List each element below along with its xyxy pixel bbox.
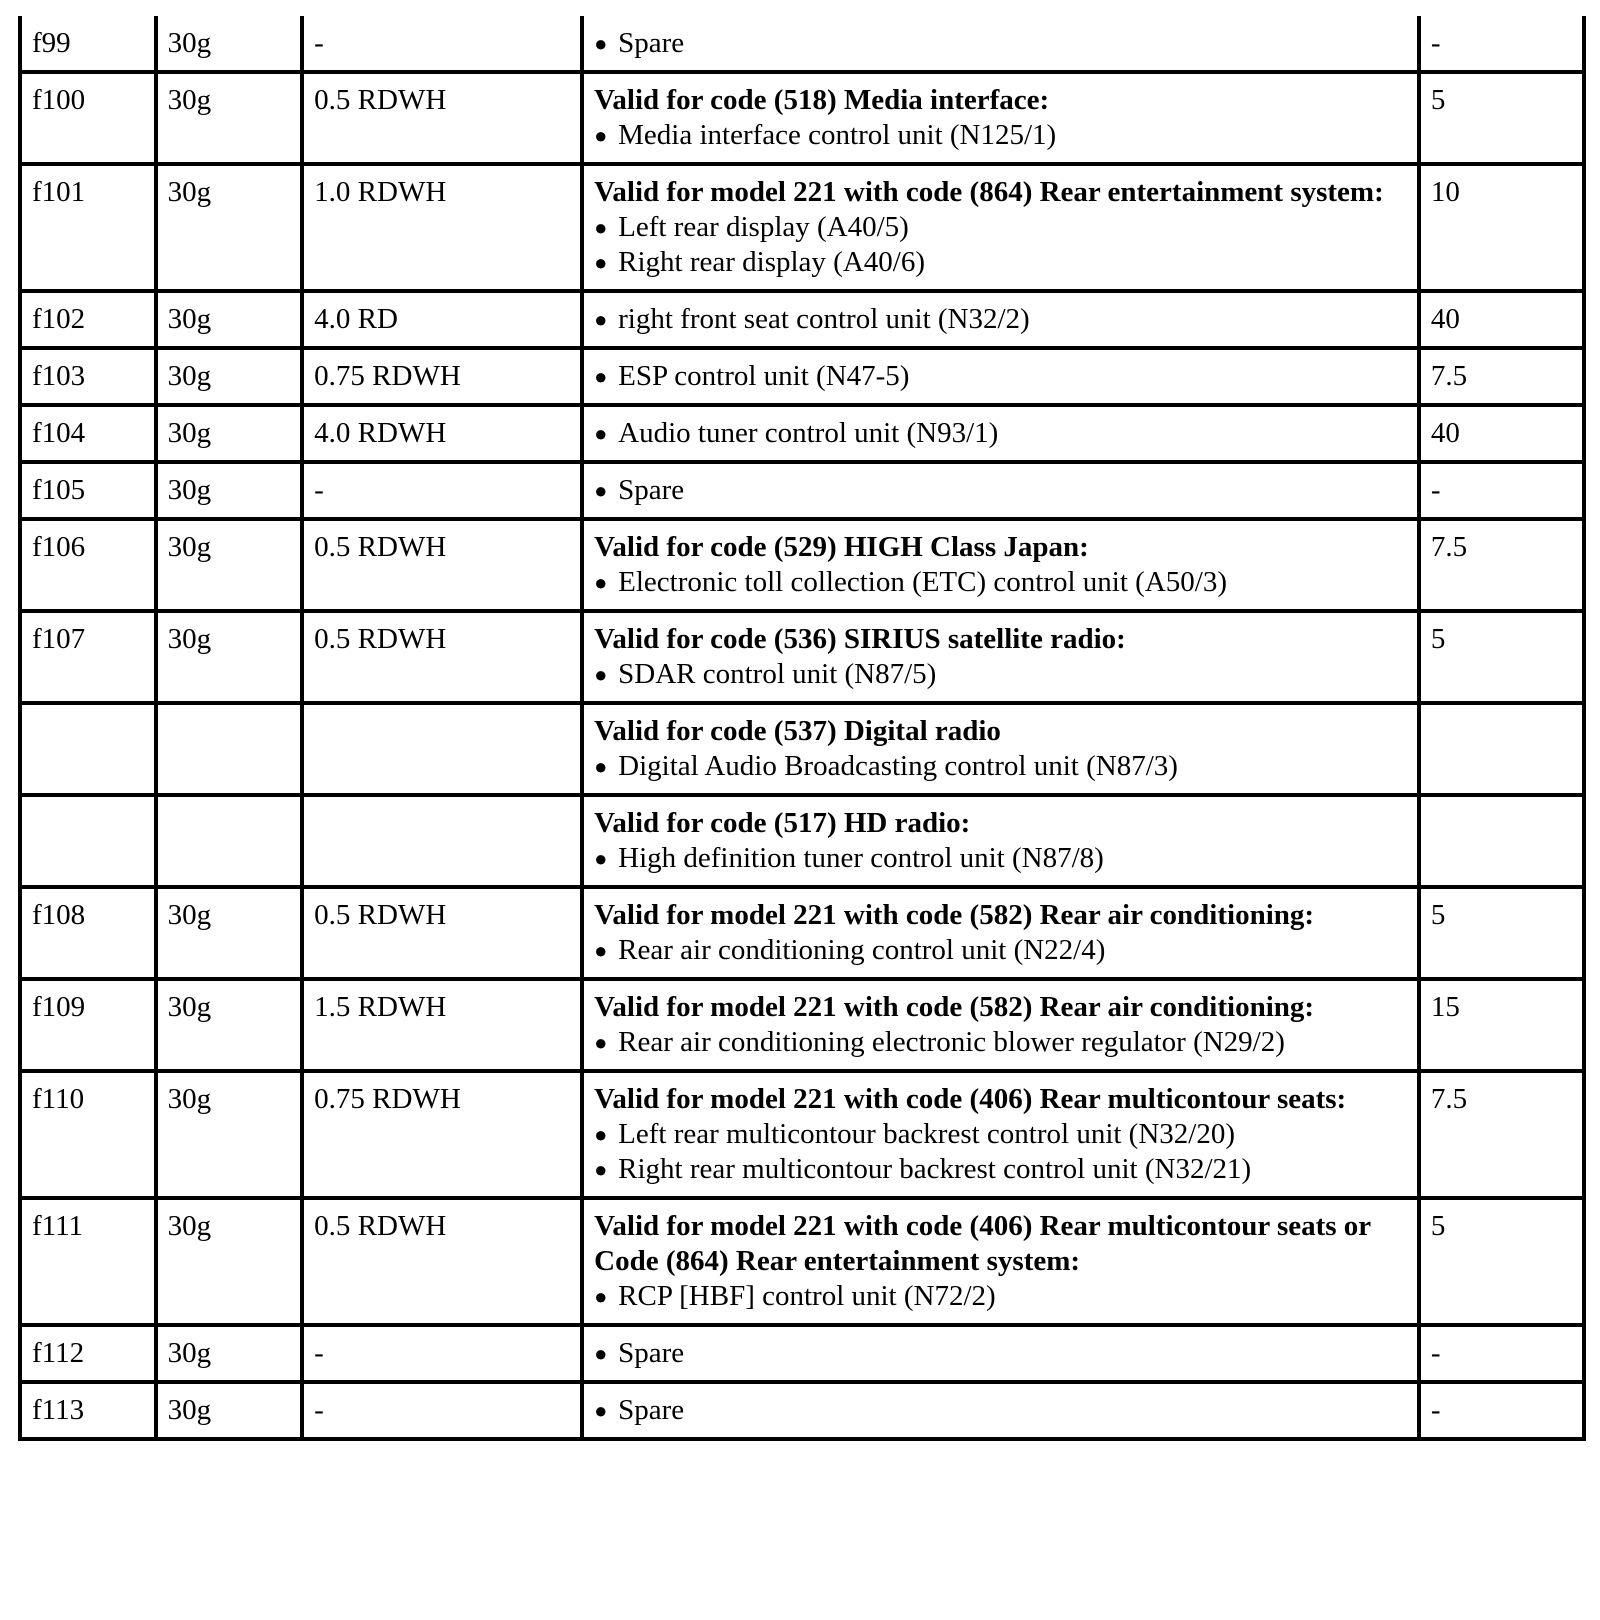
- table-row: [20, 462, 1584, 519]
- terminal-cell: 30g: [156, 1071, 303, 1198]
- amperage-cell: 5: [1419, 1198, 1584, 1325]
- amperage-cell: 40: [1419, 291, 1584, 348]
- table-row: [20, 405, 1584, 462]
- terminal-cell: 30g: [156, 979, 303, 1071]
- table-row: [20, 795, 1584, 887]
- terminal-cell: 30g: [156, 462, 303, 519]
- bullet-icon: ●: [594, 1398, 608, 1423]
- table-row: [20, 1071, 1584, 1198]
- consumer-item-text: High definition tuner control unit (N87/8): [618, 842, 1104, 874]
- amperage-cell: -: [1419, 16, 1584, 72]
- table-row: [20, 72, 1584, 164]
- fuse-number-cell: f112: [20, 1325, 156, 1382]
- consumer-item-text: right front seat control unit (N32/2): [618, 303, 1030, 335]
- amperage-cell: 15: [1419, 979, 1584, 1071]
- table-row: [20, 611, 1584, 703]
- wire-cell: 0.5 RDWH: [302, 611, 582, 703]
- bullet-icon: ●: [594, 570, 608, 595]
- consumer-cell: [582, 16, 1419, 72]
- amperage-cell: 5: [1419, 72, 1584, 164]
- wire-cell: 0.5 RDWH: [302, 519, 582, 611]
- fuse-number-cell: [20, 703, 156, 795]
- consumer-item-text: Digital Audio Broadcasting control unit (N87/3): [618, 750, 1178, 782]
- validity-condition: Valid for code (537) Digital radio: [594, 715, 1001, 747]
- consumer-item-text: Rear air conditioning electronic blower regulator (N29/2): [618, 1026, 1285, 1058]
- fuse-number-cell: f103: [20, 348, 156, 405]
- terminal-cell: [156, 795, 303, 887]
- terminal-cell: [156, 703, 303, 795]
- bullet-icon: ●: [594, 307, 608, 332]
- fuse-number-cell: [20, 795, 156, 887]
- wire-cell: 0.5 RDWH: [302, 1198, 582, 1325]
- consumer-cell: [582, 72, 1419, 164]
- table-row: [20, 887, 1584, 979]
- bullet-icon: ●: [594, 1284, 608, 1309]
- bullet-icon: ●: [594, 31, 608, 56]
- bullet-icon: ●: [594, 364, 608, 389]
- table-row: [20, 291, 1584, 348]
- consumer-item: [594, 1152, 1409, 1187]
- consumer-item-text: Left rear multicontour backrest control unit (N32/20): [618, 1118, 1235, 1150]
- terminal-cell: 30g: [156, 1198, 303, 1325]
- terminal-cell: 30g: [156, 519, 303, 611]
- terminal-cell: 30g: [156, 1382, 303, 1439]
- consumer-cell: [582, 1071, 1419, 1198]
- terminal-cell: 30g: [156, 291, 303, 348]
- terminal-cell: 30g: [156, 887, 303, 979]
- terminal-cell: 30g: [156, 348, 303, 405]
- consumer-cell: [582, 1382, 1419, 1439]
- consumer-cell: [582, 348, 1419, 405]
- consumer-item-text: Electronic toll collection (ETC) control unit (A50/3): [618, 566, 1227, 598]
- consumer-item-text: Spare: [618, 474, 685, 506]
- consumer-item: [594, 1279, 1409, 1314]
- bullet-icon: ●: [594, 938, 608, 963]
- consumer-item-text: Spare: [618, 1337, 685, 1369]
- fuse-number-cell: f105: [20, 462, 156, 519]
- amperage-cell: 7.5: [1419, 1071, 1584, 1198]
- fuse-number-cell: f101: [20, 164, 156, 291]
- consumer-item: [594, 1117, 1409, 1152]
- consumer-cell: [582, 291, 1419, 348]
- consumer-item-text: RCP [HBF] control unit (N72/2): [618, 1280, 996, 1312]
- validity-condition: Valid for model 221 with code (582) Rear air conditioning:: [594, 899, 1315, 931]
- amperage-cell: -: [1419, 462, 1584, 519]
- bullet-icon: ●: [594, 1122, 608, 1147]
- consumer-item: [594, 1336, 1409, 1371]
- consumer-item: [594, 473, 1409, 508]
- wire-cell: 0.75 RDWH: [302, 1071, 582, 1198]
- validity-condition: Valid for model 221 with code (582) Rear air conditioning:: [594, 991, 1315, 1023]
- amperage-cell: 10: [1419, 164, 1584, 291]
- consumer-item: [594, 118, 1409, 153]
- consumer-item-text: Media interface control unit (N125/1): [618, 119, 1057, 151]
- fuse-number-cell: f107: [20, 611, 156, 703]
- validity-condition: Valid for code (517) HD radio:: [594, 807, 971, 839]
- bullet-icon: ●: [594, 754, 608, 779]
- table-row: [20, 1198, 1584, 1325]
- terminal-cell: 30g: [156, 611, 303, 703]
- consumer-item-text: Spare: [618, 27, 685, 59]
- bullet-icon: ●: [594, 1341, 608, 1366]
- table-row: [20, 348, 1584, 405]
- wire-cell: 0.75 RDWH: [302, 348, 582, 405]
- amperage-cell: 7.5: [1419, 348, 1584, 405]
- consumer-item-text: Right rear multicontour backrest control unit (N32/21): [618, 1153, 1252, 1185]
- consumer-cell: [582, 611, 1419, 703]
- fuse-number-cell: f109: [20, 979, 156, 1071]
- consumer-cell: [582, 519, 1419, 611]
- consumer-item: [594, 359, 1409, 394]
- terminal-cell: 30g: [156, 1325, 303, 1382]
- consumer-item: [594, 565, 1409, 600]
- table-row: [20, 1325, 1584, 1382]
- consumer-item: [594, 1393, 1409, 1428]
- table-row: [20, 703, 1584, 795]
- consumer-cell: [582, 887, 1419, 979]
- fuse-number-cell: f102: [20, 291, 156, 348]
- consumer-cell: [582, 405, 1419, 462]
- consumer-item: [594, 841, 1409, 876]
- consumer-item-text: Audio tuner control unit (N93/1): [618, 417, 999, 449]
- table-row: [20, 519, 1584, 611]
- consumer-cell: [582, 703, 1419, 795]
- amperage-cell: -: [1419, 1325, 1584, 1382]
- fuse-table-body: [20, 16, 1584, 1439]
- amperage-cell: [1419, 703, 1584, 795]
- amperage-cell: 7.5: [1419, 519, 1584, 611]
- fuse-number-cell: f111: [20, 1198, 156, 1325]
- bullet-icon: ●: [594, 421, 608, 446]
- consumer-cell: [582, 795, 1419, 887]
- bullet-icon: ●: [594, 215, 608, 240]
- consumer-cell: [582, 1198, 1419, 1325]
- wire-cell: 1.5 RDWH: [302, 979, 582, 1071]
- bullet-icon: ●: [594, 478, 608, 503]
- consumer-item: [594, 416, 1409, 451]
- consumer-item: [594, 26, 1409, 61]
- consumer-item: [594, 210, 1409, 245]
- wire-cell: 4.0 RDWH: [302, 405, 582, 462]
- table-row: [20, 16, 1584, 72]
- consumer-cell: [582, 1325, 1419, 1382]
- terminal-cell: 30g: [156, 72, 303, 164]
- terminal-cell: 30g: [156, 16, 303, 72]
- amperage-cell: 5: [1419, 611, 1584, 703]
- wire-cell: -: [302, 16, 582, 72]
- validity-condition: Code (864) Rear entertainment system:: [594, 1245, 1081, 1277]
- wire-cell: -: [302, 1325, 582, 1382]
- consumer-item: [594, 302, 1409, 337]
- consumer-cell: [582, 979, 1419, 1071]
- validity-condition: Valid for model 221 with code (406) Rear multicontour seats:: [594, 1083, 1347, 1115]
- bullet-icon: ●: [594, 1030, 608, 1055]
- amperage-cell: -: [1419, 1382, 1584, 1439]
- consumer-item-text: Left rear display (A40/5): [618, 211, 909, 243]
- consumer-item-text: Right rear display (A40/6): [618, 246, 925, 278]
- consumer-item: [594, 933, 1409, 968]
- consumer-item: [594, 1025, 1409, 1060]
- validity-condition: Valid for model 221 with code (406) Rear multicontour seats or: [594, 1210, 1372, 1242]
- consumer-item-text: Rear air conditioning control unit (N22/4): [618, 934, 1106, 966]
- wire-cell: [302, 703, 582, 795]
- consumer-item: [594, 749, 1409, 784]
- table-row: [20, 164, 1584, 291]
- wire-cell: -: [302, 1382, 582, 1439]
- consumer-cell: [582, 164, 1419, 291]
- fuse-number-cell: f113: [20, 1382, 156, 1439]
- fuse-number-cell: f99: [20, 16, 156, 72]
- fuse-number-cell: f110: [20, 1071, 156, 1198]
- validity-condition: Valid for code (518) Media interface:: [594, 84, 1050, 116]
- bullet-icon: ●: [594, 250, 608, 275]
- fuse-number-cell: f104: [20, 405, 156, 462]
- fuse-assignment-table: [18, 16, 1586, 1441]
- table-row: [20, 1382, 1584, 1439]
- terminal-cell: 30g: [156, 405, 303, 462]
- fuse-number-cell: f100: [20, 72, 156, 164]
- amperage-cell: [1419, 795, 1584, 887]
- consumer-item-text: SDAR control unit (N87/5): [618, 658, 937, 690]
- bullet-icon: ●: [594, 662, 608, 687]
- bullet-icon: ●: [594, 123, 608, 148]
- terminal-cell: 30g: [156, 164, 303, 291]
- wire-cell: 0.5 RDWH: [302, 887, 582, 979]
- wire-cell: [302, 795, 582, 887]
- consumer-cell: [582, 462, 1419, 519]
- wire-cell: 1.0 RDWH: [302, 164, 582, 291]
- validity-condition: Valid for model 221 with code (864) Rear entertainment system:: [594, 176, 1384, 208]
- validity-condition: Valid for code (529) HIGH Class Japan:: [594, 531, 1089, 563]
- consumer-item: [594, 657, 1409, 692]
- wire-cell: 0.5 RDWH: [302, 72, 582, 164]
- wire-cell: -: [302, 462, 582, 519]
- consumer-item-text: Spare: [618, 1394, 685, 1426]
- fuse-number-cell: f108: [20, 887, 156, 979]
- amperage-cell: 5: [1419, 887, 1584, 979]
- wire-cell: 4.0 RD: [302, 291, 582, 348]
- fuse-number-cell: f106: [20, 519, 156, 611]
- amperage-cell: 40: [1419, 405, 1584, 462]
- table-row: [20, 979, 1584, 1071]
- consumer-item-text: ESP control unit (N47-5): [618, 360, 910, 392]
- bullet-icon: ●: [594, 1157, 608, 1182]
- bullet-icon: ●: [594, 846, 608, 871]
- consumer-item: [594, 245, 1409, 280]
- validity-condition: Valid for code (536) SIRIUS satellite radio:: [594, 623, 1126, 655]
